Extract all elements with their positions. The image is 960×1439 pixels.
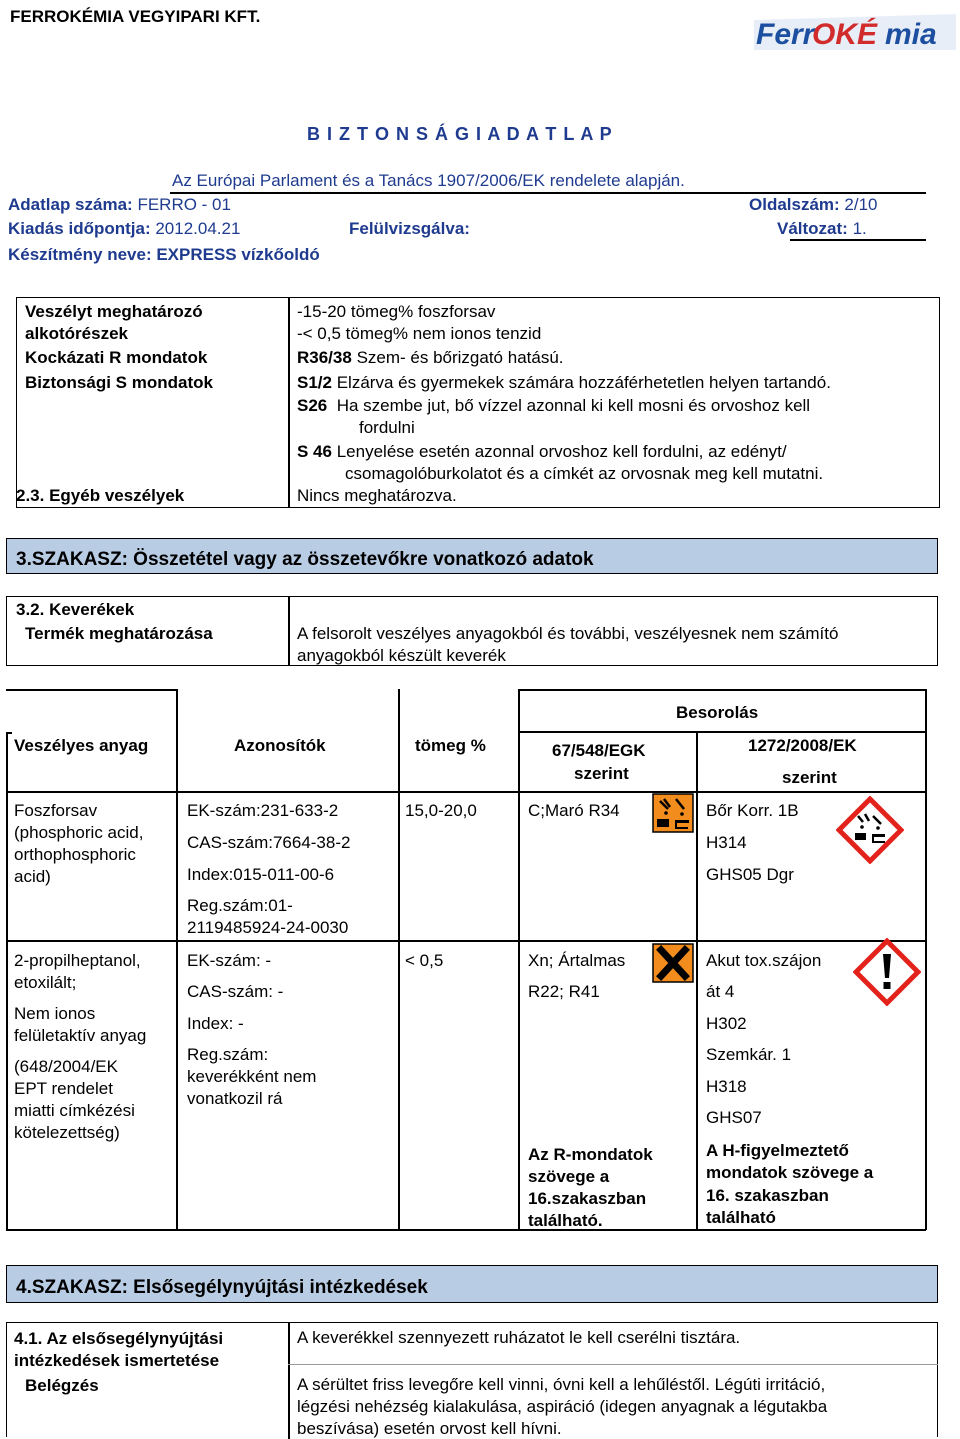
- r-text-note: szövege a: [528, 1167, 610, 1186]
- s-phrase-s1: S1/2 Elzárva és gyermekek számára hozzáférhetetlen helyen tartandó.: [297, 373, 831, 392]
- hazard-statement: H318: [706, 1077, 747, 1096]
- inhalation-label: Belégzés: [25, 1376, 99, 1395]
- r-text-note: 16.szakaszban: [528, 1189, 647, 1208]
- ec-number: EK-szám:231-633-2: [187, 801, 339, 820]
- col-header-identifiers: Azonosítók: [234, 736, 326, 755]
- substance-name: acid): [14, 867, 51, 886]
- section3-title: 3.SZAKASZ: Összetétel vagy az összetevőkre vonatkozó adatok: [16, 549, 594, 570]
- s-phrase-s26: S26 Ha szembe jut, bő vízzel azonnal ki kell mosni és orvoshoz kell: [297, 396, 811, 415]
- classification-1272: át 4: [706, 982, 735, 1001]
- r-phrases: R22; R41: [528, 982, 600, 1001]
- regulation-reference: Az Európai Parlament és a Tanács 1907/2006/EK rendelete alapján.: [172, 171, 685, 190]
- first-aid-subtitle-cont: intézkedések ismertetése: [14, 1351, 220, 1370]
- inhalation-text-2: légzési nehézség kialakulása, aspiráció (idegen anyagnak a légutakba: [297, 1397, 828, 1416]
- header-divider: [790, 239, 926, 241]
- hazards-divider: [288, 297, 290, 508]
- substance-name: EPT rendelet: [14, 1079, 113, 1098]
- s-phrase-s46-cont: csomagolóburkolatot és a címkét az orvosnak meg kell mutatni.: [345, 464, 824, 483]
- cas-number: CAS-szám: -: [187, 982, 284, 1001]
- index-number: Index: -: [187, 1014, 244, 1033]
- reg-number: 2119485924-24-0030: [187, 918, 349, 937]
- col-header-substance: Veszélyes anyag: [14, 736, 149, 755]
- substance-name: (phosphoric acid,: [14, 823, 144, 842]
- substance-name: felületaktív anyag: [14, 1026, 147, 1045]
- version: Változat: 1.: [777, 219, 867, 238]
- index-number: Index:015-011-00-6: [187, 865, 335, 884]
- corrosive-orange-icon: [652, 793, 694, 838]
- col-header-classification: Besorolás: [676, 703, 759, 722]
- substance-name: 2-propilheptanol,: [14, 951, 141, 970]
- reg-number: vonatkozil rá: [187, 1089, 283, 1108]
- classification-1272: Akut tox.szájon: [706, 951, 822, 970]
- substance-name: etoxilált;: [14, 973, 77, 992]
- first-aid-general: A keverékkel szennyezett ruházatot le kell cserélni tisztára.: [297, 1328, 741, 1347]
- ghs-code: GHS07: [706, 1108, 762, 1127]
- reg-number: Reg.szám:: [187, 1045, 269, 1064]
- other-hazards-label: 2.3. Egyéb veszélyek: [16, 486, 185, 505]
- h-text-note: található: [706, 1208, 776, 1227]
- col-header-67548: 67/548/EGK: [552, 741, 646, 760]
- issue-date: Kiadás időpontja: 2012.04.21: [8, 219, 241, 238]
- page-number: Oldalszám: 2/10: [749, 195, 878, 214]
- r-text-note: található.: [528, 1211, 603, 1230]
- sheet-number: Adatlap száma: FERRO - 01: [8, 195, 231, 214]
- s-phrases-label: Biztonsági S mondatok: [25, 373, 213, 392]
- svg-text:mia: mia: [885, 18, 937, 51]
- reg-number: keverékként nem: [187, 1067, 317, 1086]
- product-name: Készítmény neve: EXPRESS vízkőoldó: [8, 245, 320, 264]
- mass-percent: 15,0-20,0: [405, 801, 477, 820]
- classification-1272: Szemkár. 1: [706, 1045, 792, 1064]
- inhalation-text-3: beszívása) esetén orvost kell hívni.: [297, 1419, 562, 1438]
- first-aid-divider: [288, 1322, 290, 1439]
- substance-name: miatti címkézési: [14, 1101, 135, 1120]
- substance-name: Foszforsav: [14, 801, 98, 820]
- document-title: B I Z T O N S Á G I A D A T L A P: [307, 124, 613, 144]
- s-phrase-s26-cont: fordulni: [359, 418, 415, 437]
- r-phrase: R36/38 Szem- és bőrizgató hatású.: [297, 348, 564, 367]
- h-text-note: mondatok szövege a: [706, 1163, 874, 1182]
- substance-name: kötelezettség): [14, 1123, 120, 1142]
- reg-number: Reg.szám:01-: [187, 896, 293, 915]
- hazard-statement: H302: [706, 1014, 747, 1033]
- ghs05-corrosion-icon: [836, 796, 904, 869]
- col-header-67548-sub: szerint: [574, 764, 629, 783]
- product-definition-label: Termék meghatározása: [25, 624, 213, 643]
- classification-67548: C;Maró R34: [528, 801, 620, 820]
- h-text-note: 16. szakaszban: [706, 1186, 829, 1205]
- s-phrase-s46: S 46 Lenyelése esetén azonnal orvoshoz kell fordulni, az edényt/: [297, 442, 787, 461]
- classification-67548: Xn; Ártalmas: [528, 951, 626, 970]
- r-phrases-label: Kockázati R mondatok: [25, 348, 208, 367]
- product-definition-1: A felsorolt veszélyes anyagokból és további, veszélyesnek nem számító: [297, 624, 839, 643]
- first-aid-subtitle: 4.1. Az elsősegélynyújtási: [14, 1329, 224, 1348]
- company-name: FERROKÉMIA VEGYIPARI KFT.: [10, 7, 261, 26]
- col-header-1272-sub: szerint: [782, 768, 837, 787]
- company-logo: [750, 10, 960, 54]
- mixture-divider: [288, 596, 290, 666]
- mass-percent: < 0,5: [405, 951, 444, 970]
- svg-text:OKÉ: OKÉ: [812, 18, 878, 51]
- svg-text:Ferr: Ferr: [756, 18, 815, 51]
- r-text-note: Az R-mondatok: [528, 1145, 653, 1164]
- mixtures-subtitle: 3.2. Keverékek: [16, 600, 135, 619]
- col-header-mass: tömeg %: [415, 736, 486, 755]
- harmful-x-icon: [652, 943, 694, 988]
- section4-title: 4.SZAKASZ: Elsősegélynyújtási intézkedések: [16, 1277, 428, 1298]
- components-label-2: alkotórészek: [25, 324, 128, 343]
- substance-name: orthophosphoric: [14, 845, 136, 864]
- components-value-2: -< 0,5 tömeg% nem ionos tenzid: [297, 324, 542, 343]
- classification-1272: Bőr Korr. 1B: [706, 801, 799, 820]
- cas-number: CAS-szám:7664-38-2: [187, 833, 351, 852]
- h-text-note: A H-figyelmeztető: [706, 1141, 849, 1160]
- inhalation-text-1: A sérültet friss levegőre kell vinni, óvni kell a lehűléstől. Légúti irritáció,: [297, 1375, 826, 1394]
- components-label-1: Veszélyt meghatározó: [25, 302, 203, 321]
- substance-name: (648/2004/EK: [14, 1057, 118, 1076]
- hazard-statement: H314: [706, 833, 747, 852]
- ghs07-exclamation-icon: [853, 938, 921, 1011]
- ghs-code: GHS05 Dgr: [706, 865, 794, 884]
- col-header-1272: 1272/2008/EK: [748, 736, 857, 755]
- components-value-1: -15-20 tömeg% foszforsav: [297, 302, 496, 321]
- ec-number: EK-szám: -: [187, 951, 272, 970]
- other-hazards-value: Nincs meghatározva.: [297, 486, 457, 505]
- revised-label: Felülvizsgálva:: [349, 219, 470, 238]
- substance-name: Nem ionos: [14, 1004, 96, 1023]
- product-definition-2: anyagokból készült keverék: [297, 646, 506, 665]
